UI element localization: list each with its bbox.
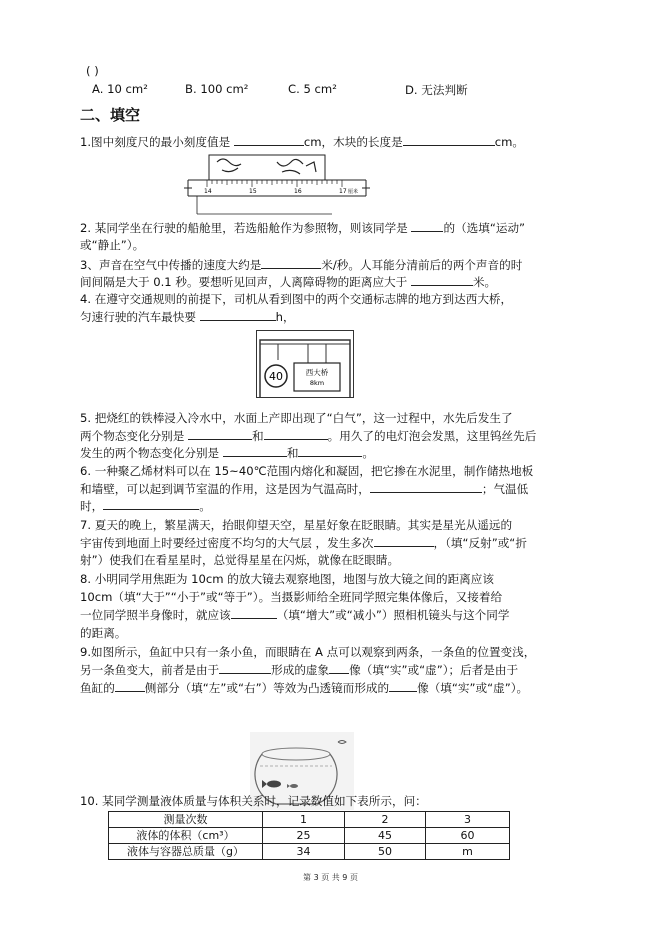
q6-text-c: 时， — [80, 499, 104, 513]
question-3-line-2 — [80, 274, 496, 290]
table-row — [109, 844, 510, 860]
q9-text-a: 另一条鱼变大，前者是由于 — [80, 663, 220, 677]
q7-text-a: 宇宙传到地面上时要经过密度不均匀的大气层 ，发生多次 — [80, 536, 374, 550]
q3-text-b: 米/秒。人耳能分清前后的两个声音的时 — [321, 258, 523, 272]
question-6-line-2 — [80, 481, 528, 497]
table-cell: 45 — [345, 828, 426, 844]
question-5-line-3 — [80, 445, 374, 461]
option-b: B. 100 cm² — [185, 82, 249, 96]
question-4-line-2 — [80, 309, 295, 325]
q5-text-a: 两个物态变化分别是 — [80, 429, 189, 443]
q2-blank[interactable] — [411, 220, 443, 232]
q1-text-a: 1.图中刻度尺的最小刻度值是 — [80, 135, 234, 149]
section-heading: 二、填空 — [80, 106, 141, 124]
q5-blank-4[interactable] — [298, 445, 362, 457]
q3-text-c: 间间隔是大于 0.1 秒。要想听见回声，人离障碍物的距离应大于 — [80, 275, 411, 289]
table-cell: 3 — [426, 812, 510, 828]
table-cell: m — [426, 844, 510, 860]
q9-blank-1[interactable] — [219, 662, 271, 674]
table-cell: 60 — [426, 828, 510, 844]
question-9-line-3 — [80, 680, 528, 696]
table-cell: 1 — [263, 812, 345, 828]
q6-blank-1[interactable] — [370, 481, 482, 493]
table-cell: 34 — [263, 844, 345, 860]
q8-text-b: （填“增大”或“减小”）照相机镜头与这个同学 — [276, 608, 510, 622]
q6-text-b: ；气温低 — [481, 482, 529, 496]
q4-text-b: h， — [275, 310, 295, 324]
question-1 — [80, 134, 524, 150]
question-8-line-3 — [80, 607, 509, 623]
q3-text-a: 3、声音在空气中传播的速度大约是 — [80, 258, 262, 272]
q1-blank-1[interactable] — [234, 134, 304, 146]
ruler-figure — [182, 152, 372, 218]
q1-text-b: cm，木块的长度是 — [303, 135, 403, 149]
q5-blank-1[interactable] — [188, 428, 252, 440]
bridge-name: 西大桥 — [305, 368, 329, 377]
table-cell: 液体与容器总质量（g） — [109, 844, 263, 860]
question-7-line-2 — [80, 535, 527, 551]
option-a: A. 10 cm² — [92, 82, 148, 96]
answer-paren: ( ) — [86, 64, 99, 78]
q9-text-f: 像（填“实”或“虚”）。 — [417, 681, 529, 695]
q9-text-c: 像（填“实”或“虚”）；后者是由于 — [349, 663, 519, 677]
speed-limit-value: 40 — [269, 370, 283, 383]
question-9-line-1: 9.如图所示，鱼缸中只有一条小鱼，而眼睛在 A 点可以观察到两条，一条鱼的位置变浅， — [80, 645, 536, 659]
table-cell: 2 — [345, 812, 426, 828]
table-cell: 25 — [263, 828, 345, 844]
q5-text-d: 发生的两个物态变化分别是 — [80, 446, 223, 460]
q7-text-b: ，（填“反射”或“折 — [433, 536, 527, 550]
q8-blank[interactable] — [231, 607, 277, 619]
q5-text-f: 。 — [362, 446, 375, 460]
q9-text-e: 侧部分（填“左”或“右”）等效为凸透镜而形成的 — [144, 681, 390, 695]
q5-text-c: 。用久了的电灯泡会发黑，这里钨丝先后 — [327, 429, 537, 443]
q4-blank[interactable] — [200, 309, 276, 321]
question-5-line-1: 5. 把烧红的铁棒浸入冷水中，水面上产即出现了“白气”，这一过程中，水先后发生了 — [80, 411, 513, 425]
q2-text-a: 2. 某同学坐在行驶的船舱里，若选船舱作为参照物，则该同学是 — [80, 221, 412, 235]
question-4-line-1: 4. 在遵守交通规则的前提下，司机从看到图中的两个交通标志牌的地方到达西大桥， — [80, 292, 513, 306]
question-5-line-2 — [80, 428, 536, 444]
bridge-distance: 8km — [309, 379, 325, 387]
table-row — [109, 812, 510, 828]
q6-blank-2[interactable] — [103, 498, 199, 510]
question-6-line-3 — [80, 498, 211, 514]
q7-blank[interactable] — [374, 535, 434, 547]
data-table — [108, 811, 510, 860]
ruler-tick-16: 16 — [294, 188, 302, 195]
table-cell: 液体的体积（cm³） — [109, 828, 263, 844]
q5-text-e: 和 — [286, 446, 299, 460]
q8-text-a: 一位同学照半身像时，就应该 — [80, 608, 231, 622]
q9-blank-2[interactable] — [329, 662, 349, 674]
table-row — [109, 828, 510, 844]
ruler-unit: 厘米 — [348, 189, 359, 195]
ruler-tick-17: 17 — [339, 188, 347, 195]
ruler-tick-15: 15 — [249, 188, 257, 195]
table-cell: 测量次数 — [109, 812, 263, 828]
question-9-line-2 — [80, 662, 518, 678]
traffic-sign-figure — [256, 330, 354, 398]
table-cell: 50 — [345, 844, 426, 860]
question-2-line-1 — [80, 220, 525, 236]
question-7-line-1: 7. 夏天的晚上，繁星满天，抬眼仰望天空，星星好象在眨眼睛。其实是星光从遥远的 — [80, 518, 513, 532]
question-6-line-1: 6. 一种聚乙烯材料可以在 15~40℃范围内熔化和凝固，把它掺在水泥里，制作储热地板 — [80, 464, 534, 478]
q6-text-d: 。 — [199, 499, 211, 513]
q4-text-a: 匀速行驶的汽车最快要 — [80, 310, 200, 324]
option-d: D. 无法判断 — [405, 83, 468, 97]
question-8-line-1: 8. 小明同学用焦距为 10cm 的放大镜去观察地图，地图与放大镜之间的距离应该 — [80, 572, 494, 586]
q9-text-b: 形成的虚象 — [271, 663, 330, 677]
question-10-line-1: 10. 某同学测量液体质量与体积关系时，记录数值如下表所示，问： — [80, 794, 427, 808]
q1-blank-2[interactable] — [403, 134, 495, 146]
q3-blank-2[interactable] — [411, 274, 473, 286]
question-3-line-1 — [80, 257, 522, 273]
question-2-line-2: 或“静止”）。 — [80, 238, 145, 252]
q1-text-c: cm。 — [494, 135, 524, 149]
question-8-line-2: 10cm（填“大于”“小于”或“等于”）。当摄影师给全班同学照完集体像后，又接着给 — [80, 590, 503, 604]
q5-text-b: 和 — [252, 429, 264, 443]
q6-text-a: 和墙壁，可以起到调节室温的作用，这是因为气温高时， — [80, 482, 370, 496]
q3-text-d: 米。 — [472, 275, 497, 289]
ruler-tick-14: 14 — [204, 188, 212, 195]
q9-blank-3[interactable] — [115, 680, 145, 692]
q2-text-b: 的（选填“运动” — [443, 221, 526, 235]
page-footer: 第 3 页 共 9 页 — [303, 873, 358, 882]
q9-text-d: 鱼缸的 — [80, 681, 115, 695]
option-c: C. 5 cm² — [288, 82, 337, 96]
question-8-line-4: 的距离。 — [80, 626, 127, 640]
question-7-line-3: 射”）使我们在看星星时，总觉得星星在闪烁，就像在眨眼睛。 — [80, 553, 400, 567]
q5-blank-3[interactable] — [223, 445, 287, 457]
q9-blank-4[interactable] — [389, 680, 417, 692]
q5-blank-2[interactable] — [264, 428, 328, 440]
q3-blank-1[interactable] — [261, 257, 321, 269]
